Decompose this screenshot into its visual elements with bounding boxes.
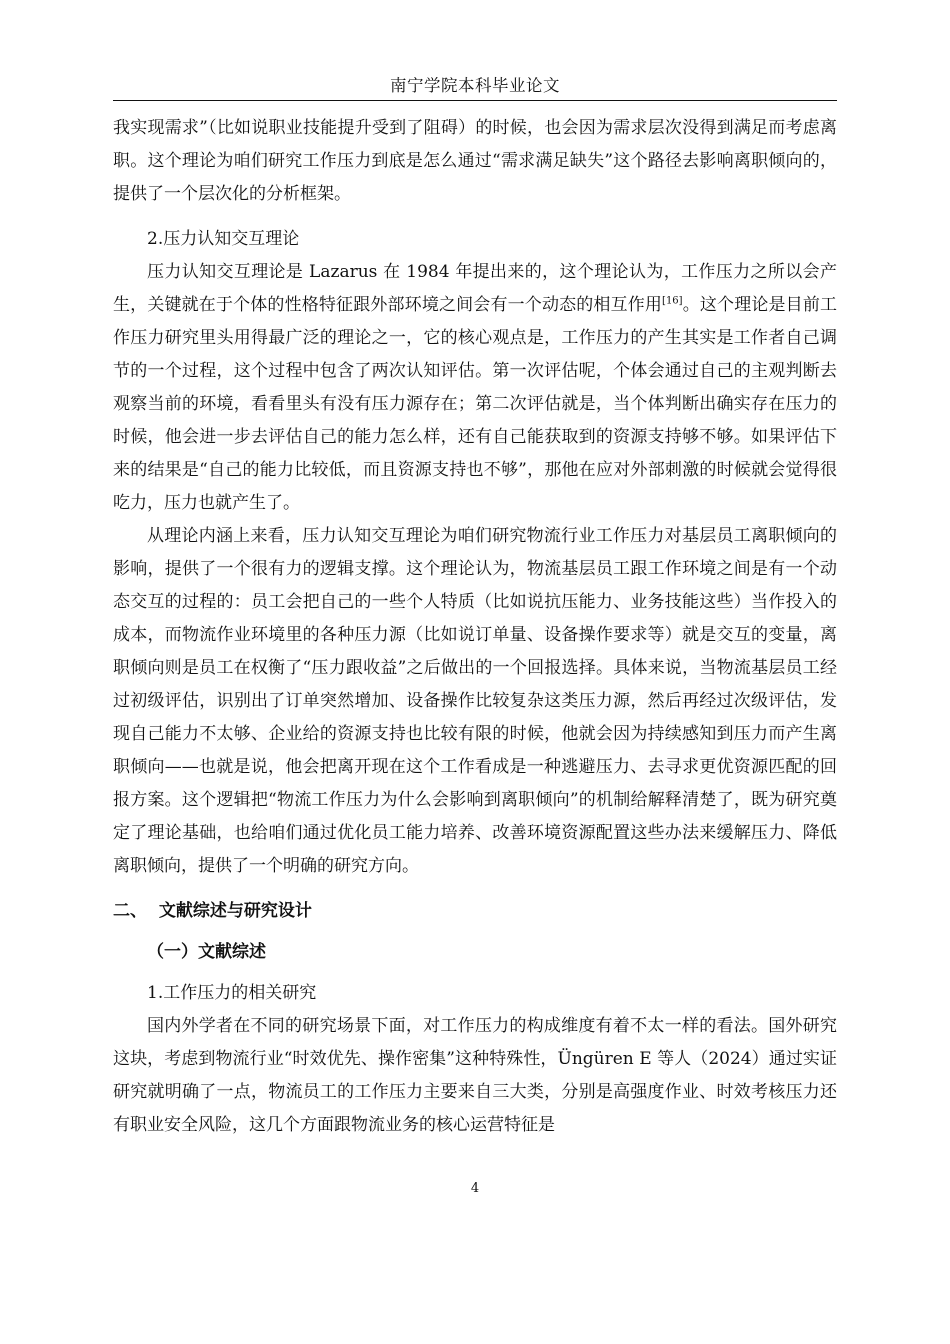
spacer [113, 211, 837, 223]
paragraph-continued: 我实现需求”（比如说职业技能提升受到了阻碍）的时候，也会因为需求层次没得到满足而考虑离职。这个理论为咱们研究工作压力到底是怎么通过“需求满足缺失”这个路径去影响离职倾向的，提供了一个层次化的分析框架。 [113, 118, 837, 204]
subheading-pressure-cognition-theory: 2.压力认知交互理论 [147, 229, 300, 249]
paragraph-lazarus-text-b: 。这个理论是目前工作压力研究里头用得最广泛的理论之一，它的核心观点是，工作压力的产生其实是工作者自己调节的一个过程，这个过程中包含了两次认知评估。第一次评估呢，个体会通过自己的主观判断去观察当前的环境，看看里头有没有压力源存在；第二次评估就是，当个体判断出确实存在压力的时候，他会进一步去评估自己的能力怎么样，还有自己能获取到的资源支持够不够。如果评估下来的结果是“自己的能力比较低，而且资源支持也不够”，那他在应对外部刺激的时候就会觉得很吃力，压力也就产生了。 [113, 295, 837, 513]
subheading-work-pressure-research: 1.工作压力的相关研究 [147, 983, 317, 1003]
running-header: 南宁学院本科毕业论文 [390, 76, 560, 95]
paragraph-lazarus-theory [113, 256, 837, 520]
spacer [113, 928, 837, 936]
spacer [113, 883, 837, 895]
subsection-heading-literature-review: （一）文献综述 [147, 942, 266, 962]
paragraph-lazarus-text-a: 压力认知交互理论是 Lazarus 在 1984 年提出来的，这个理论认为，工作压力之所以会产生，关键就在于个体的性格特征跟外部环境之间会有一个动态的相互作用 [113, 262, 837, 315]
spacer [113, 969, 837, 977]
page-number: 4 [470, 1181, 480, 1196]
section-heading-literature-design: 二、 文献综述与研究设计 [113, 901, 312, 921]
page-body [113, 112, 837, 1142]
header-rule [113, 100, 837, 101]
citation-ref-16: [16] [662, 295, 683, 307]
paragraph-literature: 国内外学者在不同的研究场景下面，对工作压力的构成维度有着不太一样的看法。国外研究这块，考虑到物流行业“时效优先、操作密集”这种特殊性，Üngüren E 等人（2024）通过实证研究就明确了一点，物流员工的工作压力主要来自三大类，分别是高强度作业、时效考核压力还有职业安全风险，这几个方面跟物流业务的核心运营特征是 [113, 1016, 837, 1135]
paragraph-logistics-application: 从理论内涵上来看，压力认知交互理论为咱们研究物流行业工作压力对基层员工离职倾向的影响，提供了一个很有力的逻辑支撑。这个理论认为，物流基层员工跟工作环境之间是有一个动态交互的过程的：员工会把自己的一些个人特质（比如说抗压能力、业务技能这些）当作投入的成本，而物流作业环境里的各种压力源（比如说订单量、设备操作要求等）就是交互的变量，离职倾向则是员工在权衡了“压力跟收益”之后做出的一个回报选择。具体来说，当物流基层员工经过初级评估，识别出了订单突然增加、设备操作比较复杂这类压力源，然后再经过次级评估，发现自己能力不太够、企业给的资源支持也比较有限的时候，他就会因为持续感知到压力而产生离职倾向——也就是说，他会把离开现在这个工作看成是一种逃避压力、去寻求更优资源匹配的回报方案。这个逻辑把“物流工作压力为什么会影响到离职倾向”的机制给解释清楚了，既为研究奠定了理论基础，也给咱们通过优化员工能力培养、改善环境资源配置这些办法来缓解压力、降低离职倾向，提供了一个明确的研究方向。 [113, 526, 837, 876]
